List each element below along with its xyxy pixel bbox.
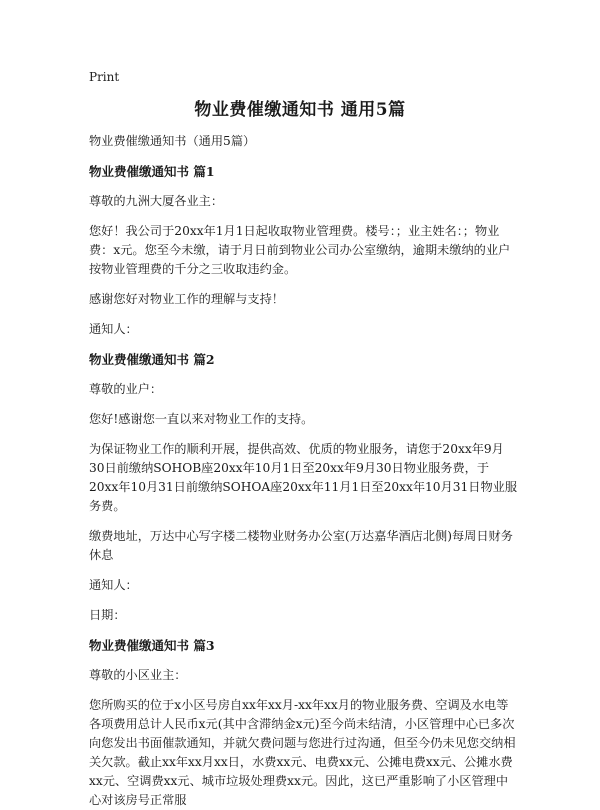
paragraph-2-2: 为保证物业工作的顺利开展，提供高效、优质的物业服务，请您于20xx年9月30日前缴纳SOHOB座20xx年10月1日至20xx年9月30日物业服务费，于20xx年10月31日前缴纳SOHOA座20xx年11月1日至20xx年10月31日物业服务费。: [89, 442, 518, 513]
paragraph-2-1: 您好!感谢您一直以来对物业工作的支持。: [89, 412, 314, 426]
paragraph-2-3: 缴费地址，万达中心写字楼二楼物业财务办公室(万达嘉华酒店北侧)每周日财务休息: [89, 529, 513, 562]
section-heading-2: 物业费催缴通知书 篇2: [89, 352, 215, 367]
section-heading-1: 物业费催缴通知书 篇1: [89, 164, 215, 179]
notifier-2: 通知人：: [89, 578, 138, 592]
page-title: 物业费催缴通知书 通用5篇: [194, 100, 406, 120]
section-heading-3: 物业费催缴通知书 篇3: [89, 638, 215, 653]
subtitle: 物业费催缴通知书（通用5篇）: [89, 134, 256, 148]
greeting-1: 尊敬的九洲大厦各业主：: [89, 194, 224, 208]
greeting-3: 尊敬的小区业主：: [89, 668, 187, 682]
print-label[interactable]: Print: [89, 70, 120, 84]
paragraph-3-1: 您所购买的位于x小区号房自xx年xx月-xx年xx月的物业服务费、空调及水电等各项费用总计人民币x元(其中含滞纳金x元)至今尚未结清，小区管理中心已多次向您发出书面催款通知，并就欠费问题与您进行过沟通，但至今仍未见您交纳相关欠款。截止xx年xx月xx日，水费xx元、电费xx元、公摊电费xx元、公摊水费xx元、空调费xx元、城市垃圾处理费xx元。因此，这已严重影响了小区管理中心对该房号正常服: [89, 698, 516, 807]
paragraph-1-1: 您好！我公司于20xx年1月1日起收取物业管理费。楼号：；业主姓名：；物业费：x元。您至今未缴，请于月日前到物业公司办公室缴纳，逾期未缴纳的业户按物业管理费的千分之三收取违约金。: [89, 224, 511, 276]
date-2: 日期：: [89, 608, 126, 622]
greeting-2: 尊敬的业户：: [89, 382, 163, 396]
paragraph-1-2: 感谢您好对物业工作的理解与支持！: [89, 292, 284, 306]
document-body: [89, 132, 517, 810]
notifier-1: 通知人：: [89, 322, 138, 336]
